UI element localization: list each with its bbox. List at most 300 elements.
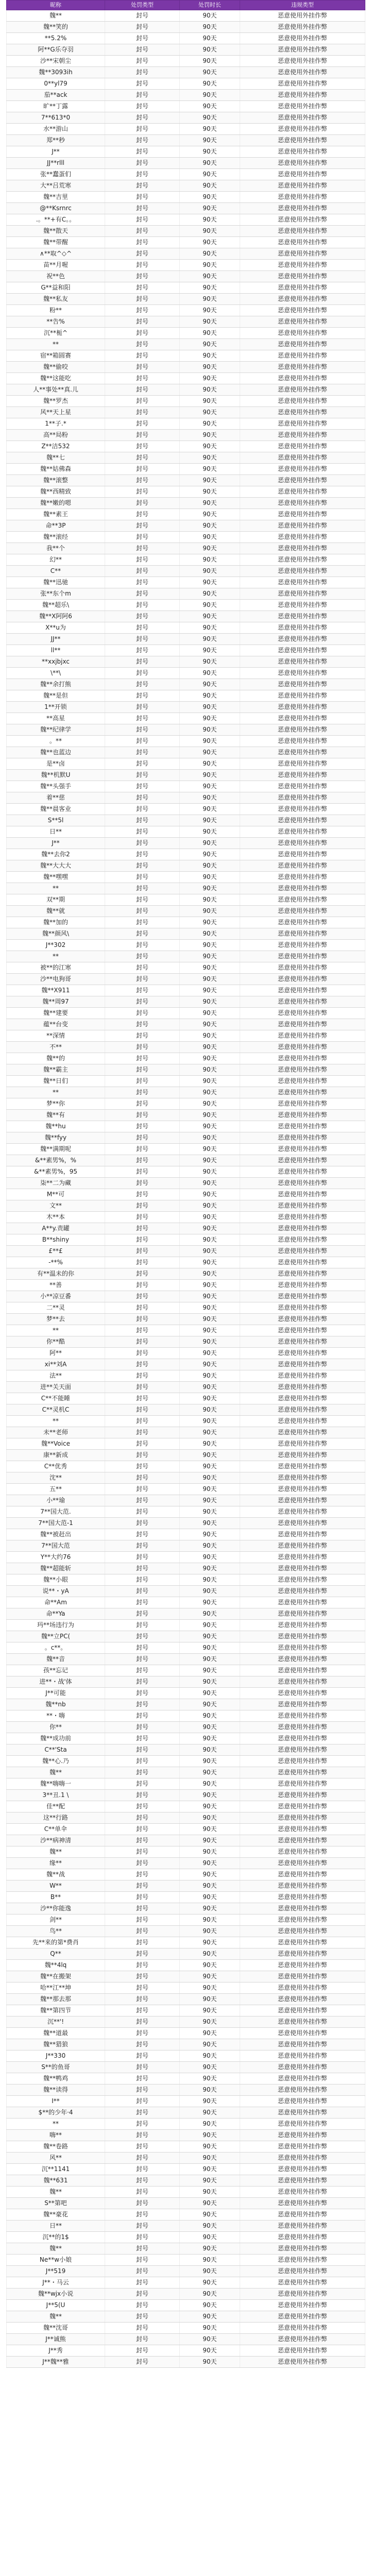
cell-penalty-duration: 90天 <box>180 441 240 452</box>
cell-violation-type: 恶意使用外挂作弊 <box>240 1427 365 1438</box>
cell-violation-type: 恶意使用外挂作弊 <box>240 2096 365 2107</box>
table-row <box>7 1529 365 1540</box>
cell-violation-type: 恶意使用外挂作弊 <box>240 2334 365 2345</box>
cell-penalty-duration: 90天 <box>180 1234 240 1246</box>
cell-penalty-duration: 90天 <box>180 588 240 600</box>
cell-penalty-type: 封号 <box>105 2028 180 2039</box>
cell-nickname: 梦**去 <box>7 1314 105 1325</box>
cell-nickname: 剑** <box>7 1914 105 1926</box>
table-row <box>7 679 365 690</box>
cell-nickname: **善 <box>7 1280 105 1291</box>
cell-nickname: C**单伞 <box>7 1824 105 1835</box>
cell-penalty-duration: 90天 <box>180 1053 240 1064</box>
cell-penalty-type: 封号 <box>105 1722 180 1733</box>
cell-penalty-type: 封号 <box>105 78 180 90</box>
cell-penalty-duration: 90天 <box>180 418 240 430</box>
table-row <box>7 1597 365 1608</box>
table-row <box>7 702 365 713</box>
table-row <box>7 792 365 804</box>
cell-nickname: 风** <box>7 2153 105 2164</box>
table-row <box>7 396 365 407</box>
cell-penalty-type: 封号 <box>105 373 180 384</box>
cell-penalty-type: 封号 <box>105 656 180 668</box>
cell-penalty-type: 封号 <box>105 1710 180 1722</box>
cell-nickname: 魏**猎狼 <box>7 2039 105 2050</box>
cell-penalty-duration: 90天 <box>180 2209 240 2221</box>
cell-nickname: I** <box>7 2096 105 2107</box>
cell-nickname: 魏**卷路 <box>7 2141 105 2153</box>
cell-penalty-duration: 90天 <box>180 2198 240 2209</box>
cell-violation-type: 恶意使用外挂作弊 <box>240 2073 365 2084</box>
table-row <box>7 724 365 736</box>
cell-penalty-type: 封号 <box>105 407 180 418</box>
cell-penalty-type: 封号 <box>105 1688 180 1699</box>
cell-penalty-type: 封号 <box>105 169 180 180</box>
cell-violation-type: 恶意使用外挂作弊 <box>240 702 365 713</box>
cell-penalty-type: 封号 <box>105 962 180 974</box>
cell-nickname: 魏**第四节 <box>7 2005 105 2016</box>
cell-violation-type: 恶意使用外挂作弊 <box>240 294 365 305</box>
cell-violation-type: 恶意使用外挂作弊 <box>240 2311 365 2323</box>
cell-violation-type: 恶意使用外挂作弊 <box>240 1302 365 1314</box>
cell-violation-type: 恶意使用外挂作弊 <box>240 1087 365 1098</box>
cell-violation-type: 恶意使用外挂作弊 <box>240 2130 365 2141</box>
cell-nickname: 魏**姑佛森 <box>7 464 105 475</box>
cell-penalty-type: 封号 <box>105 1971 180 1982</box>
cell-violation-type: 恶意使用外挂作弊 <box>240 1110 365 1121</box>
cell-nickname: 魏**那去那 <box>7 1994 105 2005</box>
cell-penalty-type: 封号 <box>105 498 180 509</box>
cell-violation-type: 恶意使用外挂作弊 <box>240 362 365 373</box>
cell-violation-type: 恶意使用外挂作弊 <box>240 804 365 815</box>
cell-violation-type: 恶意使用外挂作弊 <box>240 1744 365 1756</box>
cell-penalty-duration: 90天 <box>180 1552 240 1563</box>
cell-nickname: 0**yl79 <box>7 78 105 90</box>
cell-nickname: J**519 <box>7 2266 105 2277</box>
cell-penalty-type: 封号 <box>105 135 180 146</box>
table-row <box>7 1778 365 1790</box>
table-row <box>7 2050 365 2062</box>
cell-penalty-type: 封号 <box>105 2311 180 2323</box>
cell-violation-type: 恶意使用外挂作弊 <box>240 543 365 554</box>
cell-penalty-duration: 90天 <box>180 2323 240 2334</box>
cell-nickname: 7**国大范-1 <box>7 1518 105 1529</box>
cell-violation-type: 恶意使用外挂作弊 <box>240 169 365 180</box>
table-row <box>7 1291 365 1302</box>
cell-nickname: 魏**X911 <box>7 985 105 996</box>
cell-violation-type: 恶意使用外挂作弊 <box>240 2107 365 2119</box>
table-row <box>7 634 365 645</box>
cell-penalty-type: 封号 <box>105 1472 180 1484</box>
cell-penalty-duration: 90天 <box>180 690 240 702</box>
cell-penalty-type: 封号 <box>105 2187 180 2198</box>
table-row <box>7 2345 365 2357</box>
cell-penalty-duration: 90天 <box>180 566 240 577</box>
cell-violation-type: 恶意使用外挂作弊 <box>240 1336 365 1348</box>
cell-violation-type: 恶意使用外挂作弊 <box>240 815 365 826</box>
cell-violation-type: 恶意使用外挂作弊 <box>240 373 365 384</box>
cell-nickname: 五** <box>7 1484 105 1495</box>
cell-penalty-type: 封号 <box>105 1744 180 1756</box>
cell-penalty-duration: 90天 <box>180 2141 240 2153</box>
cell-penalty-duration: 90天 <box>180 282 240 294</box>
cell-penalty-duration: 90天 <box>180 305 240 316</box>
cell-nickname: 魏**音 <box>7 1654 105 1665</box>
table-row <box>7 713 365 724</box>
cell-violation-type: 恶意使用外挂作弊 <box>240 1597 365 1608</box>
cell-penalty-duration: 90天 <box>180 1019 240 1030</box>
cell-nickname: 魏**滚经 <box>7 532 105 543</box>
table-row <box>7 2187 365 2198</box>
cell-penalty-duration: 90天 <box>180 2050 240 2062</box>
table-row <box>7 248 365 260</box>
table-row <box>7 1710 365 1722</box>
table-row <box>7 622 365 634</box>
cell-violation-type: 恶意使用外挂作弊 <box>240 2062 365 2073</box>
cell-penalty-type: 封号 <box>105 2039 180 2050</box>
cell-penalty-type: 封号 <box>105 1291 180 1302</box>
cell-penalty-duration: 90天 <box>180 56 240 67</box>
cell-penalty-duration: 90天 <box>180 169 240 180</box>
cell-nickname: 魏**就 <box>7 906 105 917</box>
cell-violation-type: 恶意使用外挂作弊 <box>240 2050 365 2062</box>
cell-violation-type: 恶意使用外挂作弊 <box>240 1212 365 1223</box>
cell-penalty-duration: 90天 <box>180 860 240 872</box>
cell-penalty-type: 封号 <box>105 56 180 67</box>
cell-penalty-duration: 90天 <box>180 951 240 962</box>
cell-penalty-type: 封号 <box>105 951 180 962</box>
cell-nickname: &**素男%，95 <box>7 1166 105 1178</box>
table-row <box>7 894 365 906</box>
cell-penalty-duration: 90天 <box>180 1348 240 1359</box>
cell-penalty-type: 封号 <box>105 577 180 588</box>
cell-violation-type: 恶意使用外挂作弊 <box>240 781 365 792</box>
cell-penalty-type: 封号 <box>105 112 180 124</box>
cell-penalty-duration: 90天 <box>180 1098 240 1110</box>
cell-penalty-type: 封号 <box>105 1382 180 1393</box>
table-row <box>7 203 365 214</box>
cell-violation-type: 恶意使用外挂作弊 <box>240 1552 365 1563</box>
cell-penalty-type: 封号 <box>105 1676 180 1688</box>
cell-violation-type: 恶意使用外挂作弊 <box>240 2005 365 2016</box>
cell-penalty-duration: 90天 <box>180 146 240 158</box>
cell-violation-type: 恶意使用外挂作弊 <box>240 1189 365 1200</box>
cell-nickname: 魏**颜风\ <box>7 928 105 940</box>
cell-nickname: X**u为 <box>7 622 105 634</box>
cell-penalty-duration: 90天 <box>180 112 240 124</box>
cell-nickname: 蕴**台变 <box>7 1019 105 1030</box>
table-row <box>7 1846 365 1858</box>
cell-penalty-type: 封号 <box>105 1756 180 1767</box>
table-row <box>7 554 365 566</box>
cell-penalty-type: 封号 <box>105 1314 180 1325</box>
cell-penalty-duration: 90天 <box>180 668 240 679</box>
cell-violation-type: 恶意使用外挂作弊 <box>240 1858 365 1869</box>
table-row <box>7 2153 365 2164</box>
cell-violation-type: 恶意使用外挂作弊 <box>240 226 365 237</box>
cell-penalty-duration: 90天 <box>180 10 240 22</box>
cell-penalty-type: 封号 <box>105 1518 180 1529</box>
cell-violation-type: 恶意使用外挂作弊 <box>240 1608 365 1620</box>
cell-penalty-duration: 90天 <box>180 1608 240 1620</box>
cell-penalty-duration: 90天 <box>180 1393 240 1404</box>
cell-nickname: 沈** <box>7 1472 105 1484</box>
cell-nickname: 魏**nb <box>7 1699 105 1710</box>
cell-nickname: 7**国大范. <box>7 1506 105 1518</box>
cell-penalty-type: 封号 <box>105 622 180 634</box>
cell-nickname: ** <box>7 1325 105 1336</box>
cell-penalty-type: 封号 <box>105 2119 180 2130</box>
table-row <box>7 10 365 22</box>
cell-penalty-duration: 90天 <box>180 1926 240 1937</box>
cell-violation-type: 恶意使用外挂作弊 <box>240 1348 365 1359</box>
cell-nickname: B** <box>7 1892 105 1903</box>
cell-penalty-type: 封号 <box>105 1393 180 1404</box>
cell-nickname: JJ** <box>7 634 105 645</box>
cell-penalty-duration: 90天 <box>180 1858 240 1869</box>
cell-violation-type: 恶意使用外挂作弊 <box>240 2300 365 2311</box>
cell-violation-type: 恶意使用外挂作弊 <box>240 838 365 849</box>
cell-penalty-duration: 90天 <box>180 158 240 169</box>
cell-penalty-duration: 90天 <box>180 1903 240 1914</box>
cell-violation-type: 恶意使用外挂作弊 <box>240 1030 365 1042</box>
cell-penalty-duration: 90天 <box>180 2232 240 2243</box>
cell-violation-type: 恶意使用外挂作弊 <box>240 2323 365 2334</box>
table-row <box>7 271 365 282</box>
cell-nickname: .。**+有C。。 <box>7 214 105 226</box>
cell-penalty-type: 封号 <box>105 2198 180 2209</box>
cell-nickname: 魏**4lq <box>7 1960 105 1971</box>
table-row <box>7 1472 365 1484</box>
cell-nickname: 是**卤 <box>7 758 105 770</box>
table-row <box>7 1314 365 1325</box>
cell-penalty-type: 封号 <box>105 588 180 600</box>
cell-nickname: 。c**。 <box>7 1642 105 1654</box>
cell-nickname: **5.2% <box>7 33 105 44</box>
cell-penalty-duration: 90天 <box>180 600 240 611</box>
cell-nickname: 1**子.* <box>7 418 105 430</box>
cell-violation-type: 恶意使用外挂作弊 <box>240 1699 365 1710</box>
table-row <box>7 430 365 441</box>
table-row <box>7 917 365 928</box>
cell-violation-type: 恶意使用外挂作弊 <box>240 1880 365 1892</box>
cell-violation-type: 恶意使用外挂作弊 <box>240 1132 365 1144</box>
table-row <box>7 1574 365 1586</box>
table-row <box>7 135 365 146</box>
cell-violation-type: 恶意使用外挂作弊 <box>240 1121 365 1132</box>
table-row <box>7 872 365 883</box>
table-row <box>7 1722 365 1733</box>
cell-penalty-duration: 90天 <box>180 1257 240 1268</box>
cell-nickname: 魏**素王 <box>7 509 105 520</box>
table-row <box>7 1132 365 1144</box>
cell-penalty-type: 封号 <box>105 724 180 736</box>
cell-violation-type: 恶意使用外挂作弊 <box>240 486 365 498</box>
cell-penalty-type: 封号 <box>105 702 180 713</box>
cell-penalty-duration: 90天 <box>180 1654 240 1665</box>
cell-penalty-type: 封号 <box>105 554 180 566</box>
cell-penalty-duration: 90天 <box>180 1495 240 1506</box>
cell-penalty-duration: 90天 <box>180 770 240 781</box>
cell-nickname: 柒**二为藏 <box>7 1178 105 1189</box>
cell-penalty-type: 封号 <box>105 1064 180 1076</box>
cell-penalty-type: 封号 <box>105 1994 180 2005</box>
cell-penalty-type: 封号 <box>105 906 180 917</box>
cell-penalty-duration: 90天 <box>180 67 240 78</box>
cell-penalty-type: 封号 <box>105 600 180 611</box>
table-row <box>7 668 365 679</box>
cell-penalty-type: 封号 <box>105 1506 180 1518</box>
cell-violation-type: 恶意使用外挂作弊 <box>240 418 365 430</box>
table-row <box>7 2073 365 2084</box>
cell-violation-type: 恶意使用外挂作弊 <box>240 1472 365 1484</box>
cell-penalty-duration: 90天 <box>180 2357 240 2368</box>
table-row <box>7 940 365 951</box>
cell-nickname: 魏**小眼 <box>7 1574 105 1586</box>
cell-nickname: ** <box>7 2119 105 2130</box>
table-row <box>7 1042 365 1053</box>
cell-nickname: 这**行路 <box>7 1812 105 1824</box>
cell-nickname: 小**凉豆番 <box>7 1291 105 1302</box>
cell-violation-type: 恶意使用外挂作弊 <box>240 747 365 758</box>
cell-penalty-duration: 90天 <box>180 996 240 1008</box>
table-row <box>7 1971 365 1982</box>
cell-penalty-type: 封号 <box>105 2096 180 2107</box>
table-row <box>7 486 365 498</box>
cell-violation-type: 恶意使用外挂作弊 <box>240 1994 365 2005</box>
cell-penalty-type: 封号 <box>105 1654 180 1665</box>
cell-penalty-type: 封号 <box>105 1767 180 1778</box>
cell-penalty-type: 封号 <box>105 872 180 883</box>
cell-penalty-type: 封号 <box>105 2334 180 2345</box>
cell-nickname: **・嗨 <box>7 1710 105 1722</box>
cell-nickname: 被**的江寒 <box>7 962 105 974</box>
cell-penalty-duration: 90天 <box>180 679 240 690</box>
table-row <box>7 1382 365 1393</box>
table-row <box>7 1087 365 1098</box>
cell-penalty-type: 封号 <box>105 248 180 260</box>
cell-penalty-type: 封号 <box>105 2243 180 2255</box>
table-row <box>7 1212 365 1223</box>
table-row <box>7 1461 365 1472</box>
cell-violation-type: 恶意使用外挂作弊 <box>240 350 365 362</box>
table-row <box>7 1801 365 1812</box>
cell-nickname: 魏**周97 <box>7 996 105 1008</box>
cell-penalty-type: 封号 <box>105 180 180 192</box>
cell-violation-type: 恶意使用外挂作弊 <box>240 464 365 475</box>
cell-nickname: 你** <box>7 1722 105 1733</box>
table-row <box>7 1540 365 1552</box>
cell-penalty-duration: 90天 <box>180 2096 240 2107</box>
cell-penalty-duration: 90天 <box>180 2016 240 2028</box>
table-row <box>7 1484 365 1495</box>
table-row <box>7 1948 365 1960</box>
cell-penalty-type: 封号 <box>105 860 180 872</box>
table-row <box>7 1450 365 1461</box>
cell-nickname: 魏**Voice <box>7 1438 105 1450</box>
table-row <box>7 1404 365 1416</box>
cell-violation-type: 恶意使用外挂作弊 <box>240 1325 365 1336</box>
cell-penalty-type: 封号 <box>105 22 180 33</box>
cell-violation-type: 恶意使用外挂作弊 <box>240 622 365 634</box>
cell-violation-type: 恶意使用外挂作弊 <box>240 430 365 441</box>
cell-penalty-type: 封号 <box>105 294 180 305</box>
cell-violation-type: 恶意使用外挂作弊 <box>240 917 365 928</box>
cell-nickname: 魏**战 <box>7 1869 105 1880</box>
cell-penalty-type: 封号 <box>105 452 180 464</box>
cell-nickname: 说**・yA <box>7 1586 105 1597</box>
cell-penalty-type: 封号 <box>105 1892 180 1903</box>
cell-nickname: 魏**X阿阿6 <box>7 611 105 622</box>
cell-penalty-duration: 90天 <box>180 475 240 486</box>
cell-violation-type: 恶意使用外挂作弊 <box>240 1926 365 1937</box>
cell-nickname: 魏**七 <box>7 452 105 464</box>
table-row <box>7 101 365 112</box>
cell-violation-type: 恶意使用外挂作弊 <box>240 22 365 33</box>
cell-penalty-type: 封号 <box>105 1982 180 1994</box>
cell-violation-type: 恶意使用外挂作弊 <box>240 10 365 22</box>
cell-penalty-type: 封号 <box>105 815 180 826</box>
cell-violation-type: 恶意使用外挂作弊 <box>240 305 365 316</box>
cell-nickname: G**益和阳 <box>7 282 105 294</box>
cell-nickname: J**5(U <box>7 2300 105 2311</box>
cell-penalty-duration: 90天 <box>180 906 240 917</box>
cell-penalty-type: 封号 <box>105 1336 180 1348</box>
cell-penalty-type: 封号 <box>105 758 180 770</box>
cell-penalty-duration: 90天 <box>180 1676 240 1688</box>
cell-penalty-duration: 90天 <box>180 2300 240 2311</box>
cell-penalty-duration: 90天 <box>180 33 240 44</box>
cell-violation-type: 恶意使用外挂作弊 <box>240 1495 365 1506</box>
cell-violation-type: 恶意使用外挂作弊 <box>240 1778 365 1790</box>
cell-penalty-duration: 90天 <box>180 940 240 951</box>
cell-penalty-duration: 90天 <box>180 1223 240 1234</box>
cell-nickname: 孩**忘记 <box>7 1665 105 1676</box>
table-row <box>7 2096 365 2107</box>
table-row <box>7 22 365 33</box>
cell-violation-type: 恶意使用外挂作弊 <box>240 1846 365 1858</box>
cell-nickname: J**330 <box>7 2050 105 2062</box>
cell-penalty-type: 封号 <box>105 1076 180 1087</box>
cell-penalty-type: 封号 <box>105 1699 180 1710</box>
cell-nickname: 。** <box>7 736 105 747</box>
cell-penalty-duration: 90天 <box>180 2119 240 2130</box>
cell-nickname: 佳**配 <box>7 1801 105 1812</box>
cell-penalty-duration: 90天 <box>180 1869 240 1880</box>
cell-nickname: 沙**你能逸 <box>7 1903 105 1914</box>
cell-nickname: 魏**也蓝边 <box>7 747 105 758</box>
cell-nickname: 魏**日们 <box>7 1076 105 1087</box>
cell-penalty-type: 封号 <box>105 2005 180 2016</box>
cell-nickname: J**诚熊 <box>7 2334 105 2345</box>
table-row <box>7 849 365 860</box>
cell-penalty-duration: 90天 <box>180 1336 240 1348</box>
cell-penalty-type: 封号 <box>105 282 180 294</box>
cell-nickname: 魏**有 <box>7 1110 105 1121</box>
cell-penalty-duration: 90天 <box>180 1314 240 1325</box>
cell-penalty-type: 封号 <box>105 838 180 849</box>
cell-violation-type: 恶意使用外挂作弊 <box>240 316 365 328</box>
cell-violation-type: 恶意使用外挂作弊 <box>240 1563 365 1574</box>
cell-violation-type: 恶意使用外挂作弊 <box>240 532 365 543</box>
table-row <box>7 1064 365 1076</box>
cell-violation-type: 恶意使用外挂作弊 <box>240 339 365 350</box>
cell-penalty-duration: 90天 <box>180 101 240 112</box>
cell-nickname: 魏** <box>7 2187 105 2198</box>
cell-violation-type: 恶意使用外挂作弊 <box>240 872 365 883</box>
cell-penalty-duration: 90天 <box>180 781 240 792</box>
cell-penalty-duration: 90天 <box>180 2334 240 2345</box>
